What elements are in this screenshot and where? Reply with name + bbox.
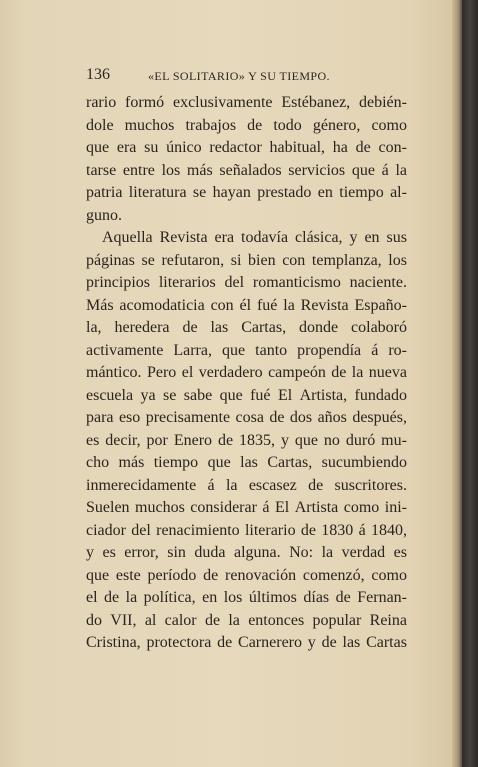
text-line: Suelen muchos considerar á El Artista como ini- <box>86 499 407 516</box>
text-line: la, heredera de las Cartas, donde colaboró <box>86 319 407 336</box>
text-line: cho más tiempo que las Cartas, sucumbiendo <box>86 454 407 471</box>
text-line: dole muchos trabajos de todo género, como <box>86 116 407 134</box>
text-line: mántico. Pero el verdadero campeón de la nueva <box>86 364 407 381</box>
text-line: que era su único redactor habitual, ha de con- <box>86 139 407 156</box>
text-line: que este período de renovación comenzó, como <box>86 566 407 584</box>
page-header <box>86 66 416 86</box>
text-line: principios literarios del romanticismo naciente. <box>86 274 407 291</box>
text-line: guno. <box>86 206 122 224</box>
book-spine <box>462 0 478 767</box>
page-number: 136 <box>86 66 110 83</box>
text-line: y es error, sin duda alguna. No: la verdad es <box>86 544 407 561</box>
text-line: patria literatura se hayan prestado en tiempo al- <box>86 184 407 201</box>
text-line: tarse entre los más señalados servicios que á la <box>86 161 407 179</box>
running-title: «EL SOLITARIO» Y SU TIEMPO. <box>148 69 330 83</box>
body-text <box>86 92 407 655</box>
text-line: ciador del renacimiento literario de 1830 á 1840, <box>86 521 407 539</box>
text-line: activamente Larra, que tanto propendía á ro- <box>86 341 407 359</box>
text-line: Aquella Revista era todavía clásica, y en sus <box>102 229 407 246</box>
text-line: el de la política, en los últimos días de Fernan- <box>86 589 407 606</box>
text-line: inmerecidamente á la escasez de suscritores. <box>86 476 407 494</box>
text-line: para eso precisamente cosa de dos años después, <box>86 409 407 426</box>
text-line: escuela ya se sabe que fué El Artista, fundado <box>86 386 407 404</box>
text-line: es decir, por Enero de 1835, y que no duró mu- <box>86 431 407 449</box>
text-line: rario formó exclusivamente Estébanez, debién- <box>86 94 407 111</box>
text-line: Más acomodaticia con él fué la Revista Españo- <box>86 296 407 314</box>
text-line: do VII, al calor de la entonces popular Reina <box>86 611 407 629</box>
text-line: Cristina, protectora de Carnerero y de las Cartas <box>86 634 407 651</box>
page-edge <box>452 0 462 767</box>
text-line: páginas se refutaron, si bien con templanza, los <box>86 251 407 269</box>
